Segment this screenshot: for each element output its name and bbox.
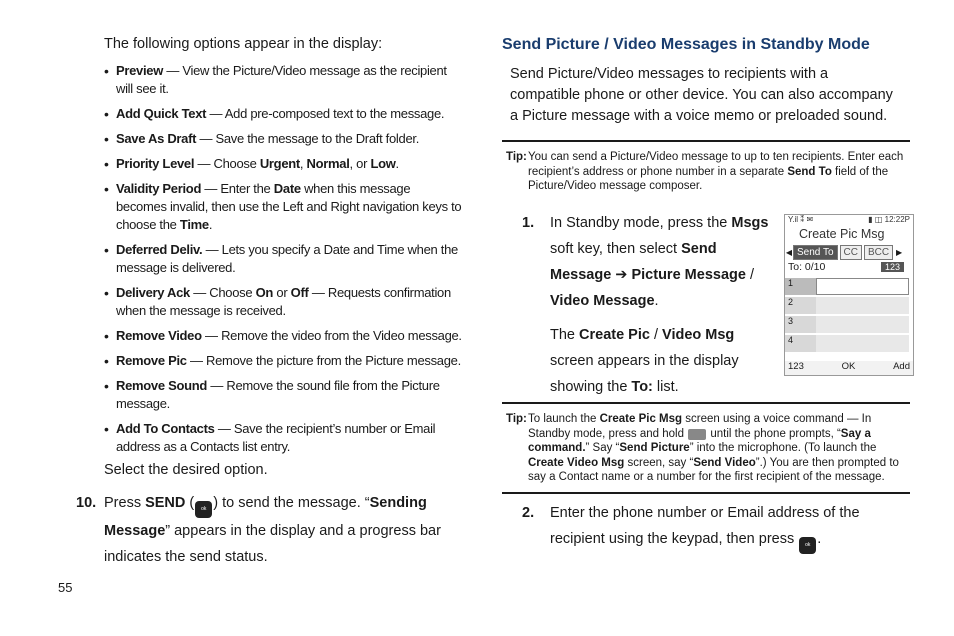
section-intro: Send Picture/Video messages to recipients with a compatible phone or other device. You can also accompany a Picture message with a voice memo or preloaded sound.	[510, 66, 893, 124]
tab-bcc: BCC	[864, 245, 893, 260]
phone-to-line: To: 0/10 123	[785, 260, 913, 274]
send-key-icon: ok	[195, 501, 212, 518]
tip-label: Tip:	[506, 413, 527, 425]
option-remove-pic: • Remove Pic — Remove the picture from the Picture message.	[102, 352, 464, 370]
divider	[502, 492, 910, 494]
ok-key-icon: ok	[799, 537, 816, 554]
options-list	[102, 62, 464, 463]
tip-label: Tip:	[506, 151, 527, 163]
voice-key-icon	[688, 429, 706, 440]
list-item: 2	[785, 297, 913, 314]
tab-send-to: Send To	[793, 245, 838, 260]
phone-tabs	[785, 245, 913, 260]
option-preview: • Preview — View the Picture/Video message as the recipient will see it.	[102, 62, 464, 98]
step-10: 10. Press SEND ( ok ) to send the message. “Sending Message” appears in the display and a progress bar indicates the send status.	[76, 490, 466, 570]
step-1: 1. In Standby mode, press the Msgs soft key, then select Send Message ➔ Picture Message / Video Message. The Create Pic / Video Msg screen appears in the display showing the To: list.	[502, 210, 772, 400]
select-instruction: Select the desired option.	[104, 462, 268, 478]
option-validity-period: • Validity Period — Enter the Date when this message becomes invalid, then use the Left and Right navigation keys to choose the Time.	[102, 180, 464, 234]
step-number: 1.	[522, 215, 535, 231]
option-deferred-deliv: • Deferred Deliv. — Lets you specify a Date and Time when the message is delivered.	[102, 241, 464, 277]
list-item: 3	[785, 316, 913, 333]
list-item: 1	[785, 278, 913, 295]
page-number: 55	[58, 580, 73, 595]
tip-box: Tip: To launch the Create Pic Msg screen using a voice command — In Standby mode, press and hold until the phone prompts, “Say a command.” Say “Send Picture” into the microphone. (To launch the Create Video Msg screen, say “Send Video”.) You are then prompted to say a Contact name or a number for the first recipient of the message.	[502, 402, 910, 492]
phone-screen-title: Create Pic Msg	[799, 227, 885, 241]
left-arrow-icon: ◀	[785, 248, 793, 257]
step-number: 10.	[76, 495, 97, 511]
step-number: 2.	[522, 505, 535, 521]
phone-recipient-list	[785, 278, 913, 352]
option-priority-level: • Priority Level — Choose Urgent, Normal, or Low.	[102, 155, 464, 173]
right-arrow-icon: ▶	[896, 248, 903, 257]
phone-soft-keys: 123 OK Add	[785, 361, 913, 375]
option-remove-sound: • Remove Sound — Remove the sound file from the Picture message.	[102, 377, 464, 413]
tab-cc: CC	[840, 245, 862, 260]
option-add-to-contacts: • Add To Contacts — Save the recipient’s number or Email address as a Contacts list entry.	[102, 420, 464, 456]
step-2: 2. Enter the phone number or Email address of the recipient using the keypad, then press ok .	[502, 500, 912, 554]
options-intro: The following options appear in the display:	[104, 36, 383, 52]
list-item: 4	[785, 335, 913, 352]
option-remove-video: • Remove Video — Remove the video from the Video message.	[102, 327, 464, 345]
tip-box: Tip: You can send a Picture/Video message to up to ten recipients. Enter each recipient’s address or phone number in a separate Send To field of the Picture/Video message composer.	[502, 140, 910, 202]
phone-status-bar: Y.il ⁑ ✉ ▮ ◫ 12:22P	[788, 215, 910, 224]
section-title: Send Picture / Video Messages in Standby Mode	[502, 36, 870, 53]
option-add-quick-text: • Add Quick Text — Add pre-composed text to the message.	[102, 105, 464, 123]
option-delivery-ack: • Delivery Ack — Choose On or Off — Requests confirmation when the message is received.	[102, 284, 464, 320]
option-save-as-draft: • Save As Draft — Save the message to the Draft folder.	[102, 130, 464, 148]
phone-screenshot	[784, 214, 914, 376]
